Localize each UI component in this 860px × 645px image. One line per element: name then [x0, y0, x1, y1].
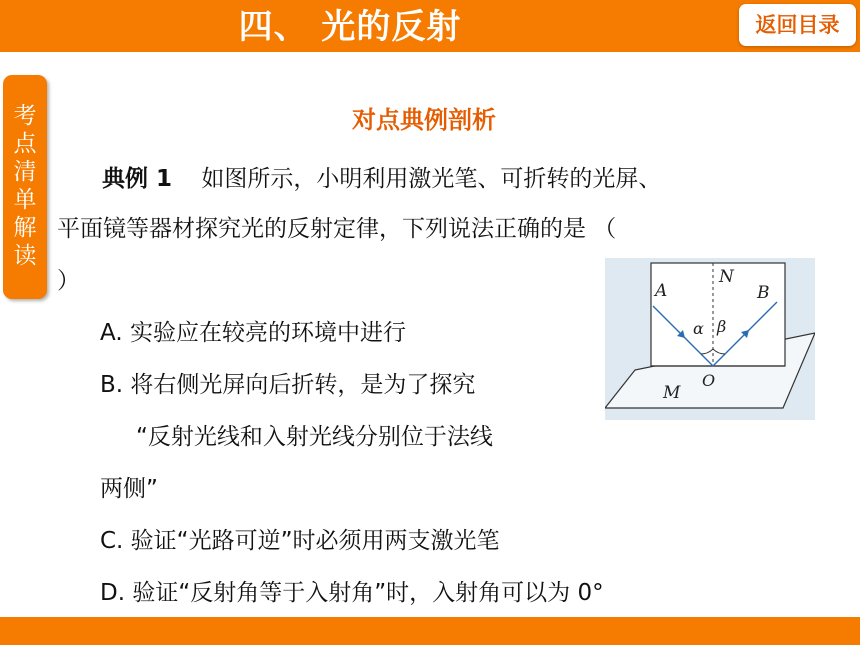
label-m: M	[663, 383, 681, 403]
side-tab-label: 考点清单解读	[13, 103, 37, 269]
section-title: 对点典例剖析	[352, 106, 496, 134]
option-b-line-1: B. 将右侧光屏向后折转，是为了探究	[100, 372, 476, 398]
question-stem-text: 如图所示，小明利用激光笔、可折转的光屏、	[201, 166, 662, 192]
reflection-figure	[605, 258, 815, 420]
label-alpha: α	[693, 319, 704, 338]
option-c: C. 验证“光路可逆”时必须用两支激光笔	[100, 528, 500, 554]
option-a: A. 实验应在较亮的环境中进行	[100, 320, 406, 346]
label-o: O	[702, 371, 716, 390]
option-b-line-2: “反射光线和入射光线分别位于法线	[136, 424, 493, 450]
label-beta: β	[717, 317, 727, 336]
option-d: D. 验证“反射角等于入射角”时，入射角可以为 0°	[100, 580, 604, 606]
back-to-contents-button[interactable]: 返回目录	[739, 4, 856, 46]
footer-bar	[0, 617, 860, 645]
option-b-line-3: 两侧”	[100, 476, 158, 502]
question-stem-line-3: ）	[57, 268, 80, 294]
label-a: A	[655, 281, 668, 301]
page-title: 四、 光的反射	[238, 7, 462, 47]
question-stem-line-2: 平面镜等器材探究光的反射定律，下列说法正确的是 （	[57, 216, 617, 242]
question-stem-line-1	[102, 160, 661, 193]
side-tab[interactable]	[3, 75, 47, 299]
label-n: N	[719, 267, 734, 287]
question-label: 典例 1	[102, 166, 173, 192]
label-b: B	[757, 283, 770, 303]
